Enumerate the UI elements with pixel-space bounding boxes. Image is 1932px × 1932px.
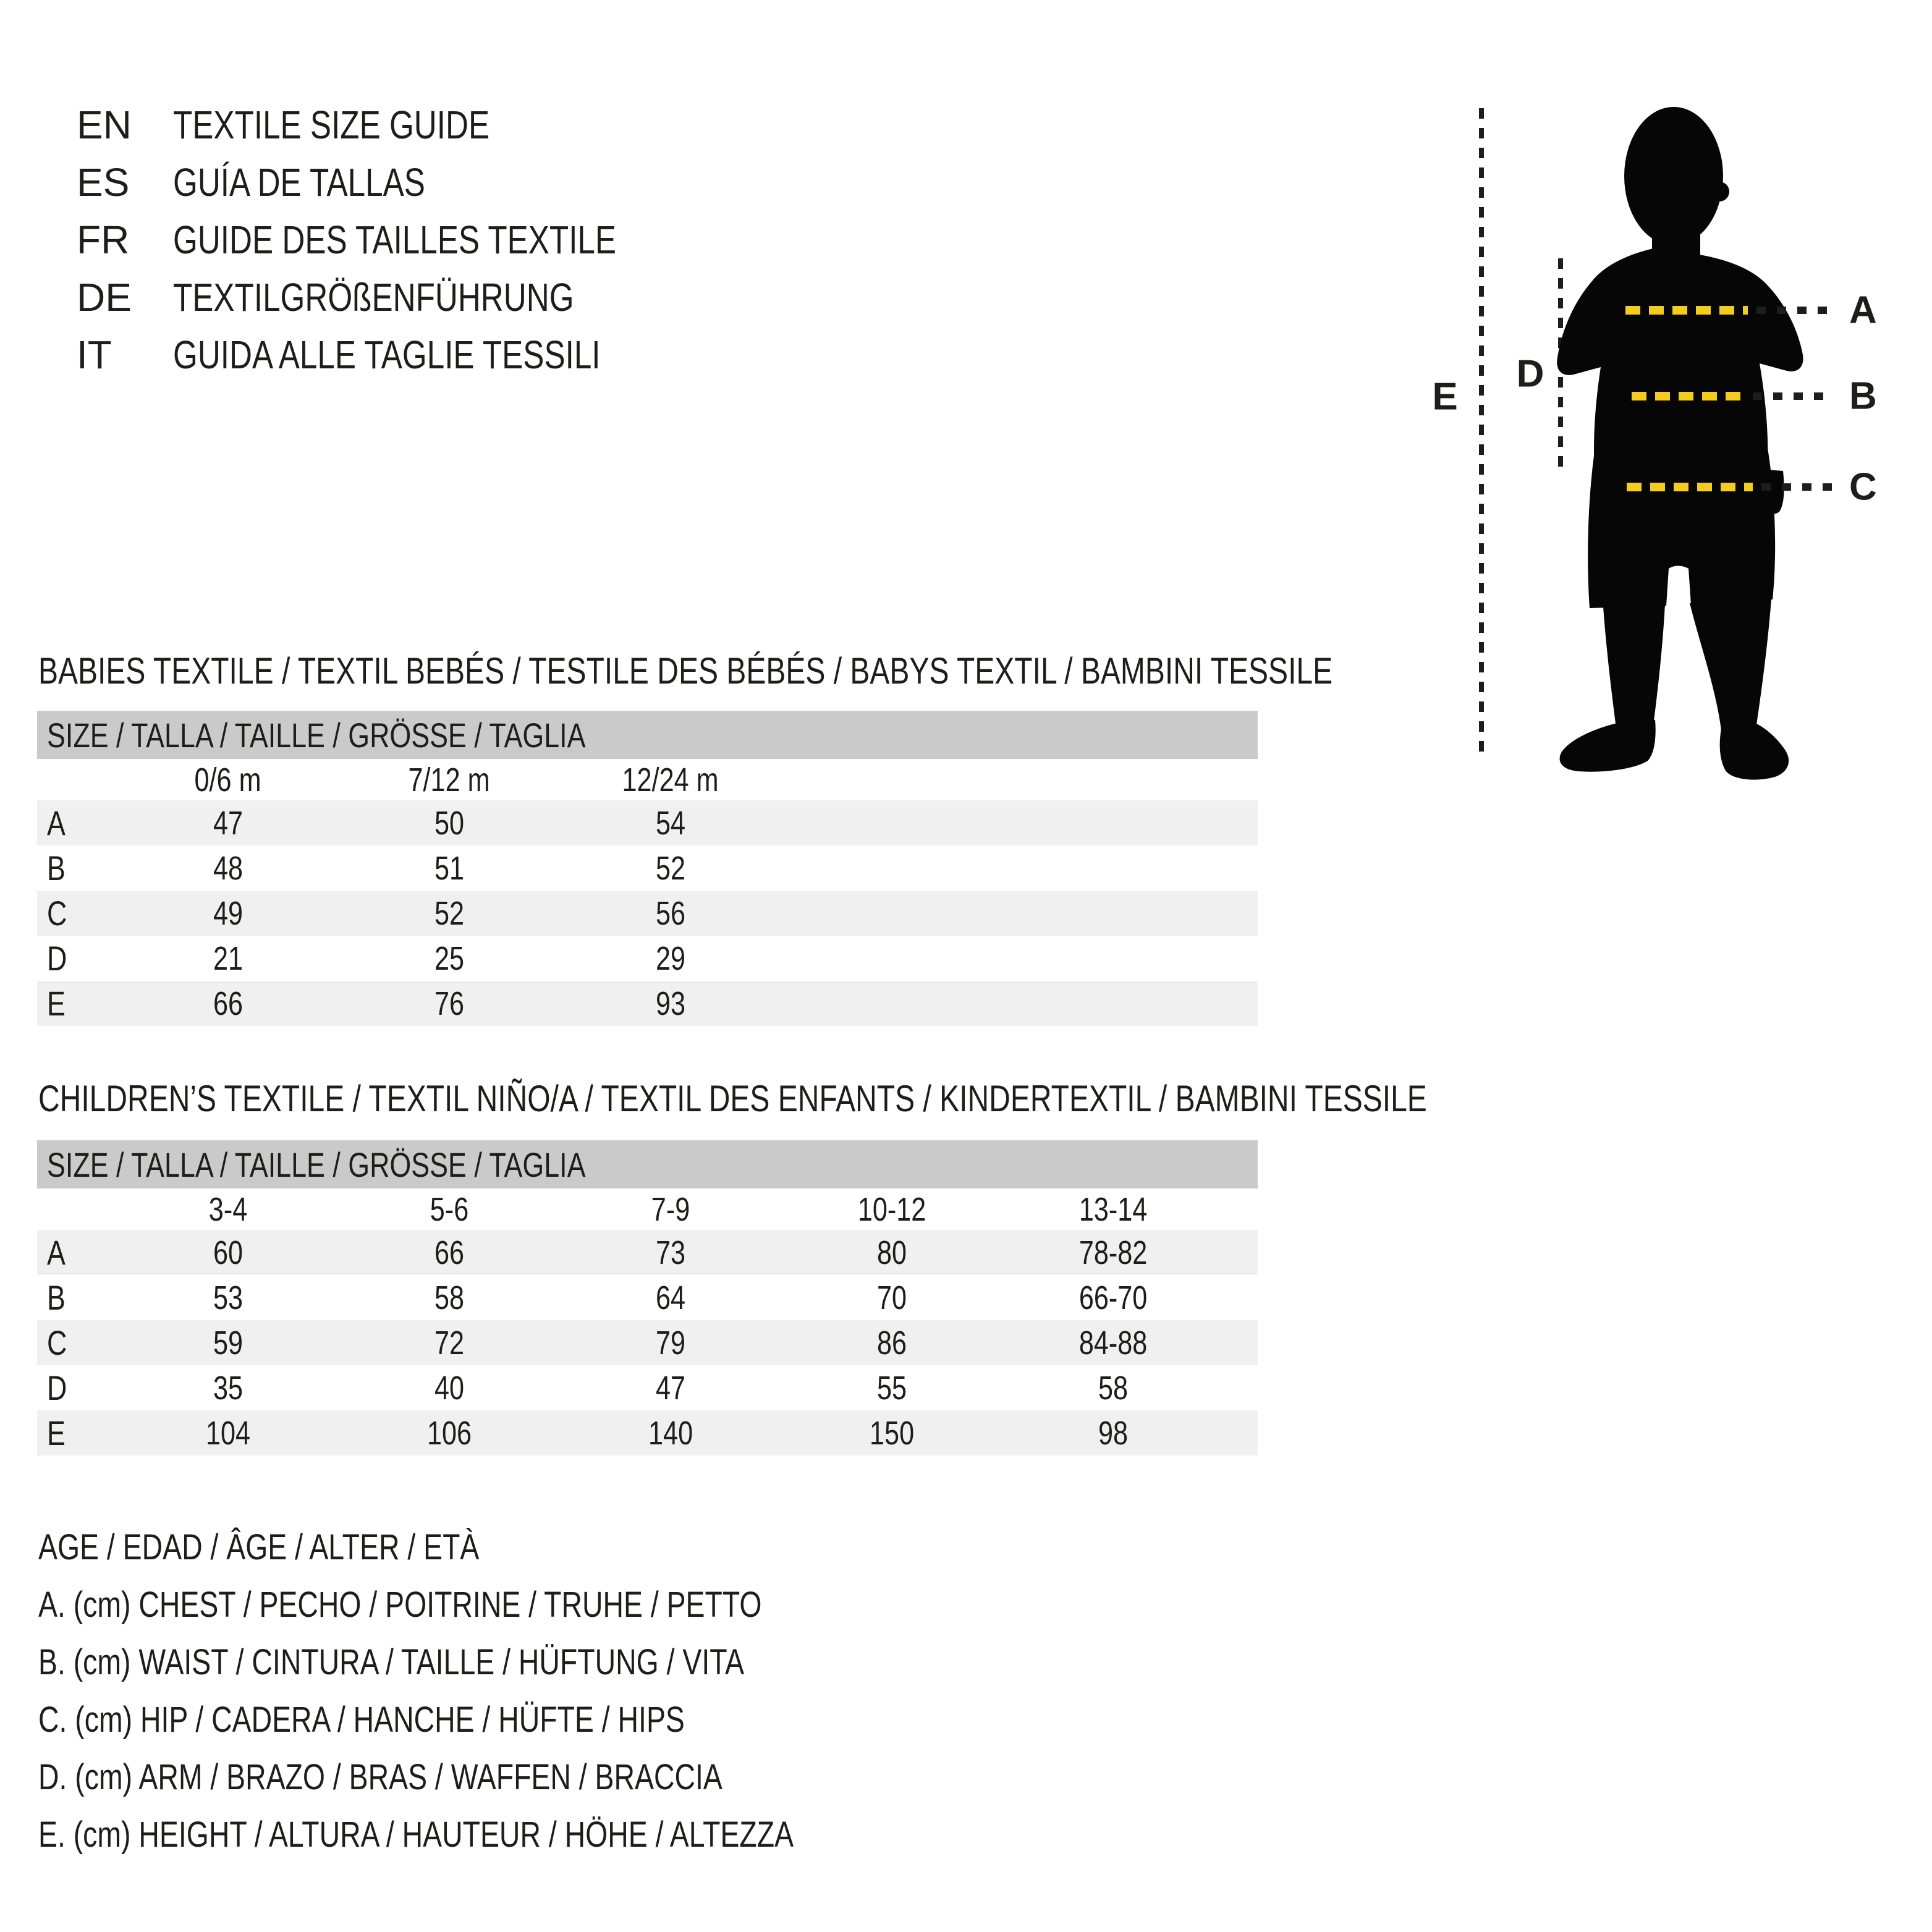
table-row: B 48 51 52: [37, 845, 1258, 891]
legend-line-arm: D. (cm) ARM / BRAZO / BRAS / WAFFEN / BRACCIA: [38, 1757, 722, 1797]
row-label: D: [47, 939, 67, 978]
table-row: D 21 25 29: [37, 936, 1258, 981]
lang-code-en: EN: [77, 102, 132, 147]
table-row: D 35 40 47 55 58: [37, 1365, 1258, 1410]
silhouette-right-shoe: [1720, 723, 1789, 780]
measure-label-b: B: [1849, 375, 1877, 418]
children-col-4: 13-14: [1078, 1190, 1148, 1228]
lang-code-de: DE: [77, 274, 132, 320]
babies-table-header-bar: SIZE / TALLA / TAILLE / GRÖSSE / TAGLIA: [37, 711, 1258, 759]
legend-line-chest: A. (cm) CHEST / PECHO / POITRINE / TRUHE / PETTO: [38, 1585, 762, 1625]
table-row: A 60 66 73 80 78-82: [37, 1230, 1258, 1275]
table-row: A 47 50 54: [37, 800, 1258, 845]
measure-label-d: D: [1516, 352, 1544, 396]
babies-col-1: 7/12 m: [408, 761, 491, 799]
title-row-en: [77, 96, 727, 153]
babies-size-table: [37, 711, 1258, 1026]
children-section-title: CHILDREN’S TEXTILE / TEXTIL NIÑO/A / TEXTIL DES ENFANTS / KINDERTEXTIL / BAMBINI TESSILE: [38, 1078, 1427, 1119]
row-label: E: [47, 1413, 66, 1452]
silhouette-head: [1624, 107, 1723, 245]
row-label: B: [47, 849, 66, 888]
babies-section-title: BABIES TEXTILE / TEXTIL BEBÉS / TESTILE DES BÉBÉS / BABYS TEXTIL / BAMBINI TESSILE: [38, 650, 1333, 692]
silhouette-left-shoe: [1560, 720, 1656, 772]
silhouette-shirt: [1557, 248, 1803, 473]
row-label: C: [47, 894, 67, 933]
silhouette-hair-flick: [1710, 182, 1729, 201]
table-row: E 66 76 93: [37, 981, 1258, 1026]
title-row-es: [77, 153, 727, 211]
silhouette-shorts: [1588, 448, 1775, 608]
row-label: B: [47, 1278, 66, 1317]
row-label: D: [47, 1368, 67, 1407]
measure-label-e: E: [1432, 375, 1458, 418]
legend-line-waist: B. (cm) WAIST / CINTURA / TAILLE / HÜFTUNG / VITA: [38, 1642, 745, 1682]
row-label: A: [47, 1233, 66, 1272]
title-text-it: GUIDA ALLE TAGLIE TESSILI: [173, 332, 601, 377]
children-col-1: 5-6: [430, 1190, 469, 1228]
title-text-es: GUÍA DE TALLAS: [173, 159, 425, 205]
babies-col-0: 0/6 m: [194, 761, 262, 799]
babies-col-2: 12/24 m: [622, 761, 719, 799]
row-label: E: [47, 984, 66, 1023]
babies-column-header-row: [37, 759, 1258, 800]
measure-label-c: C: [1849, 465, 1877, 509]
legend-line-height: E. (cm) HEIGHT / ALTURA / HAUTEUR / HÖHE / ALTEZZA: [38, 1815, 794, 1855]
title-row-de: [77, 268, 727, 326]
title-row-fr: [77, 211, 727, 268]
table-row: C 59 72 79 86 84-88: [37, 1320, 1258, 1365]
children-col-3: 10-12: [857, 1190, 926, 1228]
children-size-table: [37, 1140, 1258, 1455]
title-text-en: TEXTILE SIZE GUIDE: [173, 102, 490, 147]
children-column-header-row: [37, 1188, 1258, 1230]
row-label: A: [47, 803, 66, 842]
measure-label-a: A: [1849, 289, 1877, 332]
silhouette-right-leg: [1690, 600, 1771, 735]
title-row-it: [77, 326, 727, 383]
children-col-0: 3-4: [208, 1190, 248, 1228]
children-table-header-bar: SIZE / TALLA / TAILLE / GRÖSSE / TAGLIA: [37, 1140, 1258, 1188]
table-row: E 104 106 140 150 98: [37, 1410, 1258, 1455]
lang-code-es: ES: [77, 159, 130, 205]
legend-line-hip: C. (cm) HIP / CADERA / HANCHE / HÜFTE / HIPS: [38, 1700, 685, 1740]
title-block: [77, 96, 727, 383]
lang-code-it: IT: [77, 332, 112, 377]
table-row: B 53 58 64 70 66-70: [37, 1275, 1258, 1320]
legend-line-age: AGE / EDAD / ÂGE / ALTER / ETÀ: [38, 1527, 480, 1567]
table-row: C 49 52 56: [37, 891, 1258, 936]
measurement-legend: [38, 1519, 983, 1863]
lang-code-fr: FR: [77, 217, 130, 262]
title-text-fr: GUIDE DES TAILLES TEXTILE: [173, 217, 617, 262]
row-label: C: [47, 1323, 67, 1362]
title-text-de: TEXTILGRÖßENFÜHRUNG: [173, 274, 574, 320]
children-col-2: 7-9: [651, 1190, 690, 1228]
